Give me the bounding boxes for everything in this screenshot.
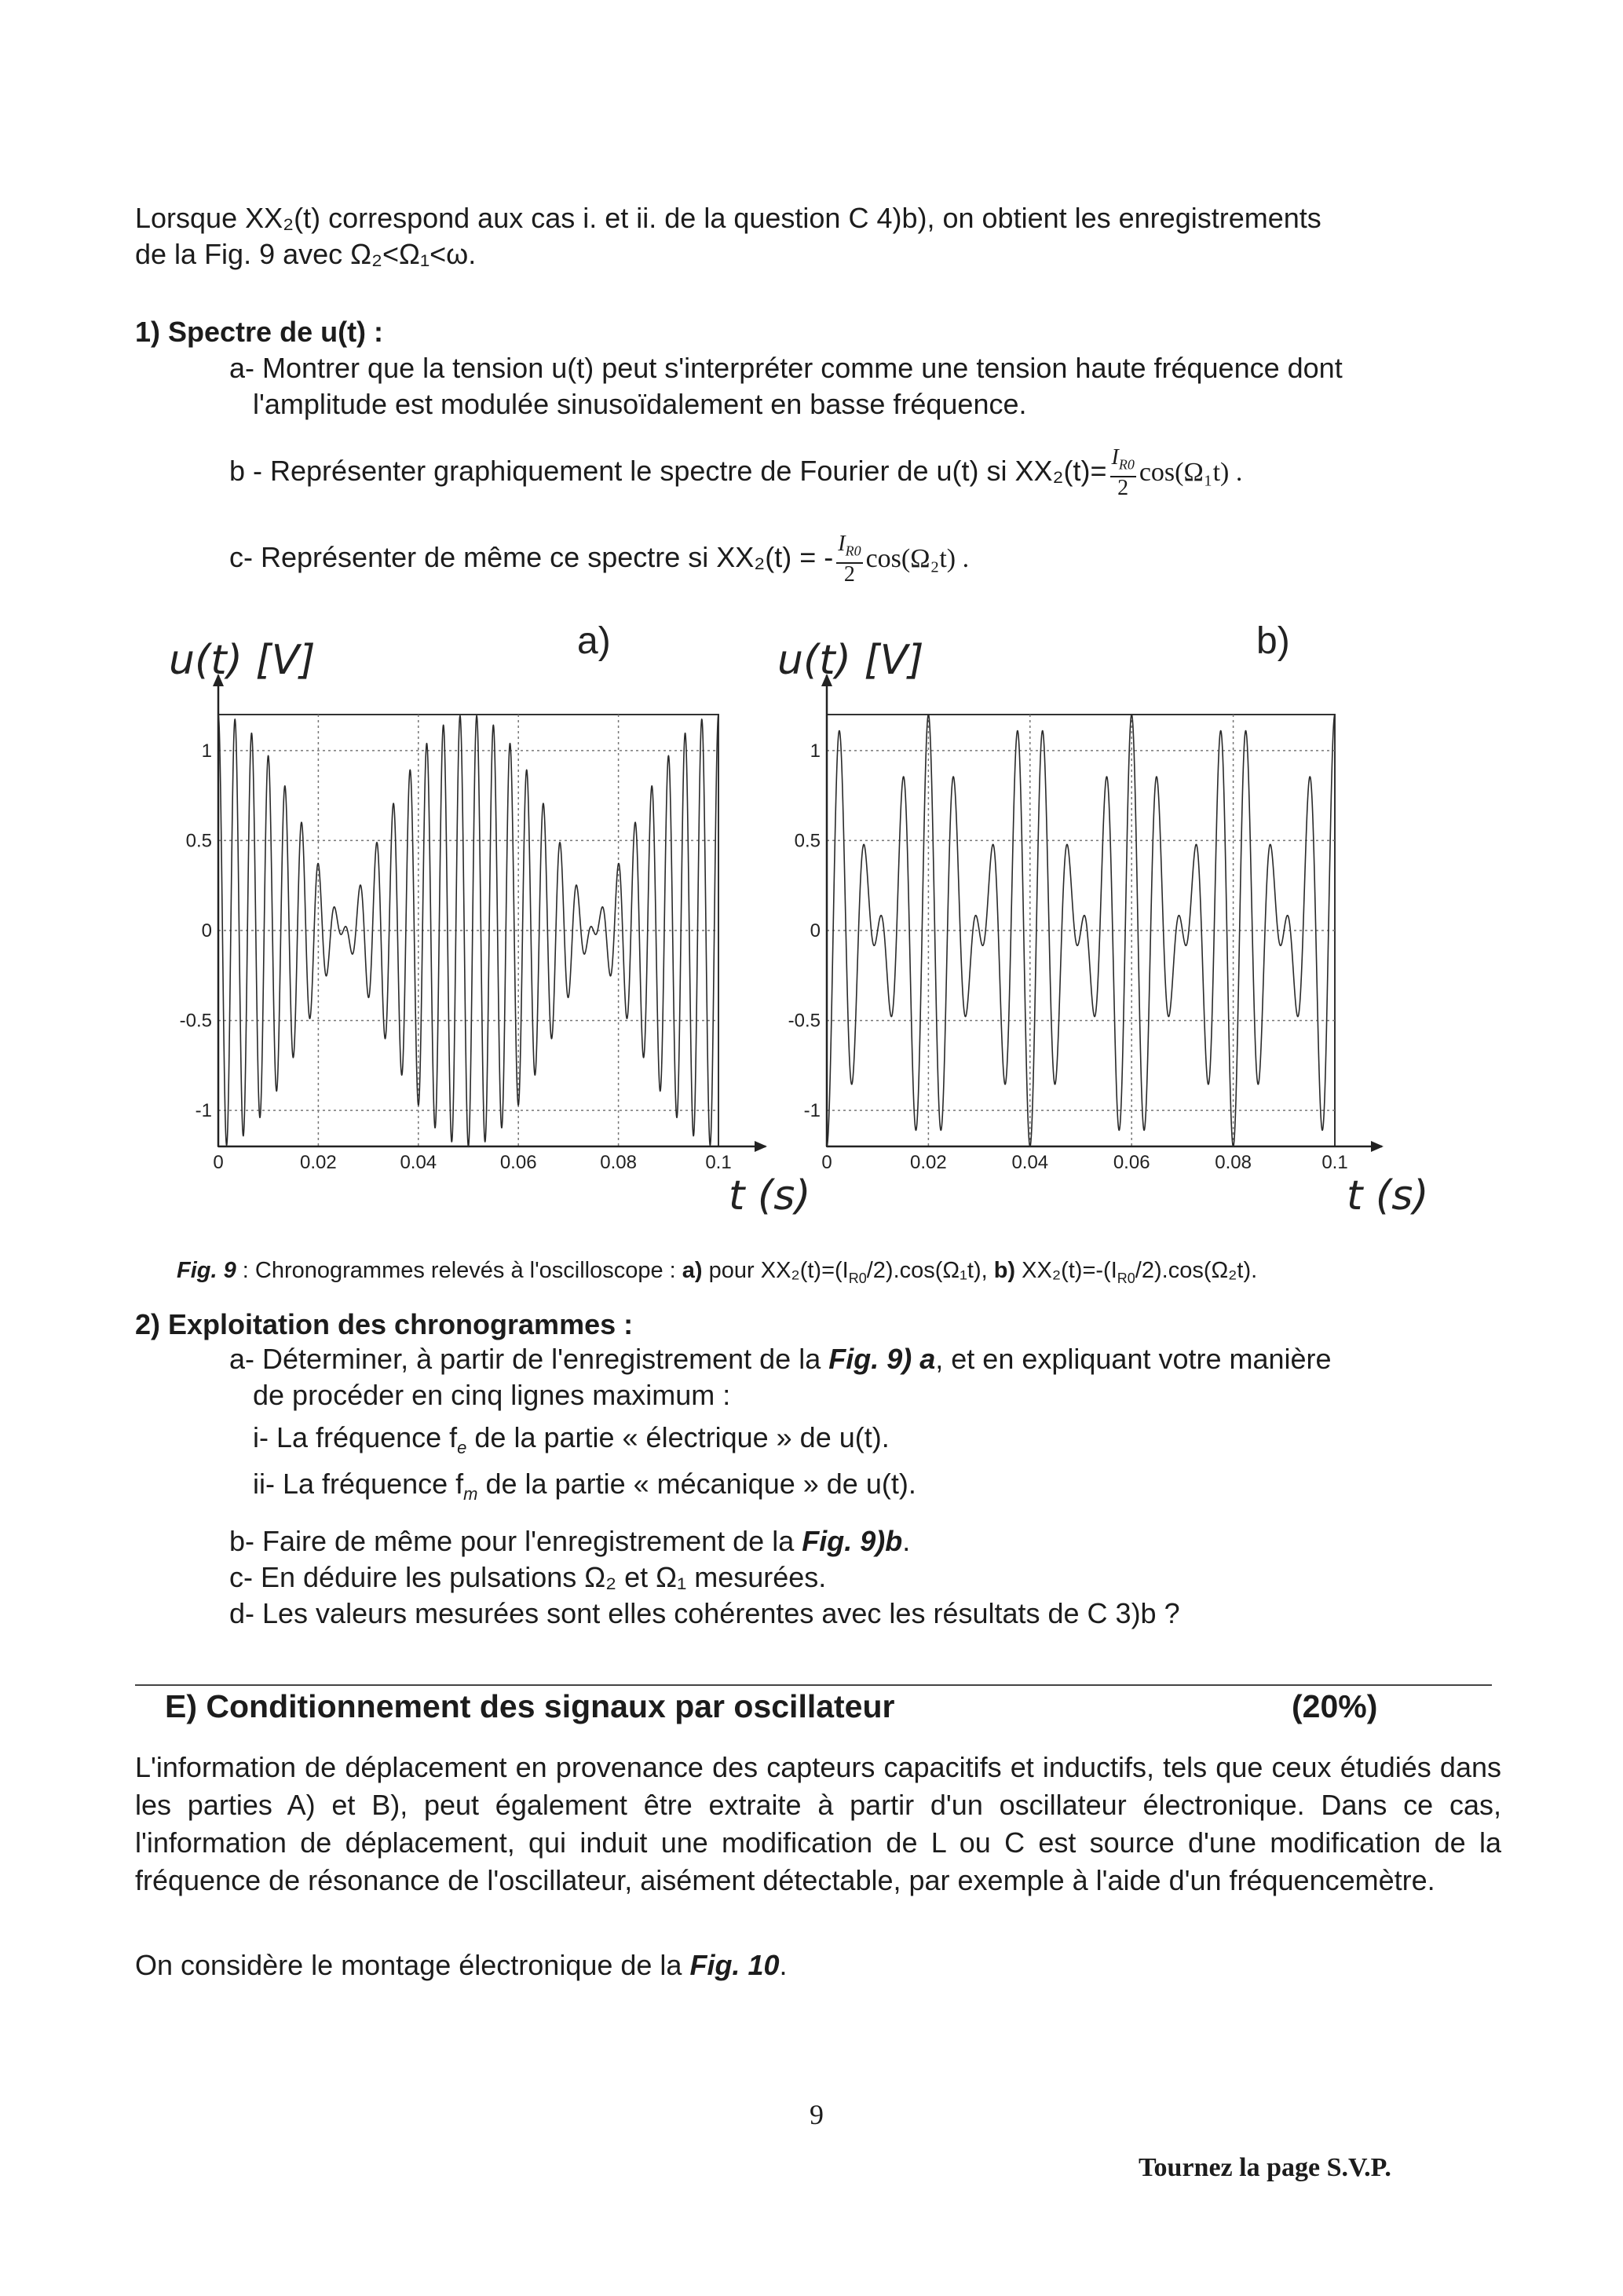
chart-b-xtick-label: 0.1 — [1321, 1152, 1348, 1173]
chart-b-ytick-label: -0.5 — [788, 1010, 821, 1032]
intro-line-2: de la Fig. 9 avec Ω₂<Ω₁<ω. — [135, 238, 477, 270]
part1-question-b — [229, 444, 1501, 500]
part2-heading: 2) Exploitation des chronogrammes : — [135, 1308, 634, 1340]
part1-heading: 1) Spectre de u(t) : — [135, 316, 384, 348]
section-divider — [135, 1684, 1492, 1686]
caption-text: : Chronogrammes relevés à l'oscilloscope : — [236, 1258, 682, 1283]
chart-a-xlabel: t (s) — [729, 1172, 811, 1219]
part1-b-text: b - Représenter graphiquement le spectre de Fourier de u(t) si XX₂(t)= — [229, 455, 1107, 487]
chart-b-ytick-label: 0.5 — [794, 830, 821, 852]
part2-d: d- Les valeurs mesurées sont elles cohérentes avec les résultats de C 3)b ? — [229, 1597, 1180, 1629]
section-e-title: E) Conditionnement des signaux par oscillateur — [165, 1688, 895, 1724]
chart-a-ytick-label: 0.5 — [185, 830, 212, 852]
part2-question-a: a- Déterminer, à partir de l'enregistrement de la Fig. 9) a, et en expliquant votre manière de procéder en cinq lignes maximum : i- La fréquence $f_e$ de la partie « électrique » de u(t). ii- La fréquence $f_m$ de la partie « mécanique » de u(t). — [229, 1341, 1501, 1512]
intro-paragraph — [135, 200, 1501, 272]
part1-question-a — [229, 350, 1501, 422]
chart-a-ytick-label: 1 — [201, 740, 212, 762]
turn-page-note: Tournez la page S.V.P. — [1139, 2153, 1391, 2182]
chart-a-xtick-label: 0.02 — [300, 1152, 337, 1173]
chart-b-ytick-label: 0 — [810, 920, 821, 941]
chart-b-ylabel: u(t) [V] — [777, 637, 924, 684]
chart-b-xtick-label: 0 — [821, 1152, 832, 1173]
caption-a-label: a) — [682, 1258, 703, 1283]
chart-b-xtick-label: 0.08 — [1215, 1152, 1252, 1173]
caption-b-label: b) — [993, 1258, 1016, 1283]
part2-b: b- Faire de même pour l'enregistrement de la Fig. 9)b. — [229, 1525, 911, 1557]
part1-question-c — [229, 530, 1501, 587]
chart-a-xtick-label: 0.04 — [400, 1152, 437, 1173]
chart-b-ytick-label: 1 — [810, 740, 821, 762]
intro-line-1: Lorsque XX₂(t) correspond aux cas i. et ii. de la question C 4)b), on obtient les enregistrements — [135, 202, 1321, 234]
chart-a-xtick-label: 0.1 — [705, 1152, 732, 1173]
chart-b-xtick-label: 0.02 — [910, 1152, 947, 1173]
figure-caption: Fig. 9 : Chronogrammes relevés à l'oscilloscope : a) pour $XX_2(t)=(I_{R0}/2).\cos(\Omega_1t)$, b) $XX_2(t)=-(I_{R0}/2).\cos(\Omega_2t)$. — [177, 1258, 1258, 1286]
chart-b-ytick-label: -1 — [803, 1100, 821, 1122]
part1-c-cos: cos(Ω₂t) . — [865, 544, 970, 573]
chart-a-ytick-label: 0 — [201, 920, 212, 941]
section-e-paragraph-2: On considère le montage électronique de la Fig. 10. — [135, 1949, 788, 1981]
part2-c: c- En déduire les pulsations Ω₂ et Ω₁ mesurées. — [229, 1561, 827, 1593]
caption-fig-label: Fig. 9 — [177, 1258, 236, 1283]
part1-c-text: c- Représenter de même ce spectre si XX₂(t) = - — [229, 541, 834, 573]
part2-questions-bcd — [229, 1523, 1501, 1632]
chart-a-ytick-label: -1 — [195, 1100, 212, 1122]
chart-b-series-line — [827, 715, 1335, 1146]
part2-item-ii: ii- La fréquence $f_m$ de la partie « mécanique » de u(t). — [253, 1468, 916, 1504]
page-number: 9 — [810, 2099, 824, 2130]
fraction-ir0-over-2: $\frac{I_{R0}}{2}$ — [1111, 445, 1135, 500]
chart-b-panel-label: b) — [1256, 620, 1290, 662]
chart-a-xtick-label: 0.08 — [600, 1152, 637, 1173]
figure-9-chronograms — [0, 597, 1623, 1241]
part1-a-line1: a- Montrer que la tension u(t) peut s'interpréter comme une tension haute fréquence dont — [229, 352, 1343, 384]
part2-item-i: i- La fréquence $f_e$ de la partie « électrique » de u(t). — [253, 1421, 890, 1458]
chart-a-panel-label: a) — [577, 620, 611, 662]
chart-b-x-arrow — [1371, 1141, 1384, 1152]
section-e-paragraph-1: L'information de déplacement en provenance des capteurs capacitifs et inductifs, tels que ceux étudiés dans les parties A) et B), peut également être extraite à partir d'un oscillateur électronique. Dans ce cas, l'information de déplacement, qui induit une modification de L ou C est source d'une modification de la fréquence de résonance de l'oscillateur, aisément détectable, par exemple à l'aide d'un fréquencemètre. — [135, 1751, 1501, 1896]
chart-a-xtick-label: 0.06 — [499, 1152, 537, 1173]
part1-a-line2: l'amplitude est modulée sinusoïdalement en basse fréquence. — [253, 388, 1027, 420]
chart-a-x-arrow — [755, 1141, 767, 1152]
section-e-percent: (20%) — [1292, 1688, 1378, 1724]
chart-b-xtick-label: 0.04 — [1011, 1152, 1049, 1173]
chart-b-xlabel: t (s) — [1347, 1172, 1429, 1219]
chart-a-ylabel: u(t) [V] — [169, 637, 316, 684]
fraction-ir0-over-2: $\frac{I_{R0}}{2}$ — [838, 532, 861, 587]
part1-b-cos: cos(Ω₁t) . — [1139, 458, 1243, 487]
chart-a-xtick-label: 0 — [213, 1152, 224, 1173]
chart-b-xtick-label: 0.06 — [1113, 1152, 1150, 1173]
chart-a-ytick-label: -0.5 — [179, 1010, 212, 1032]
